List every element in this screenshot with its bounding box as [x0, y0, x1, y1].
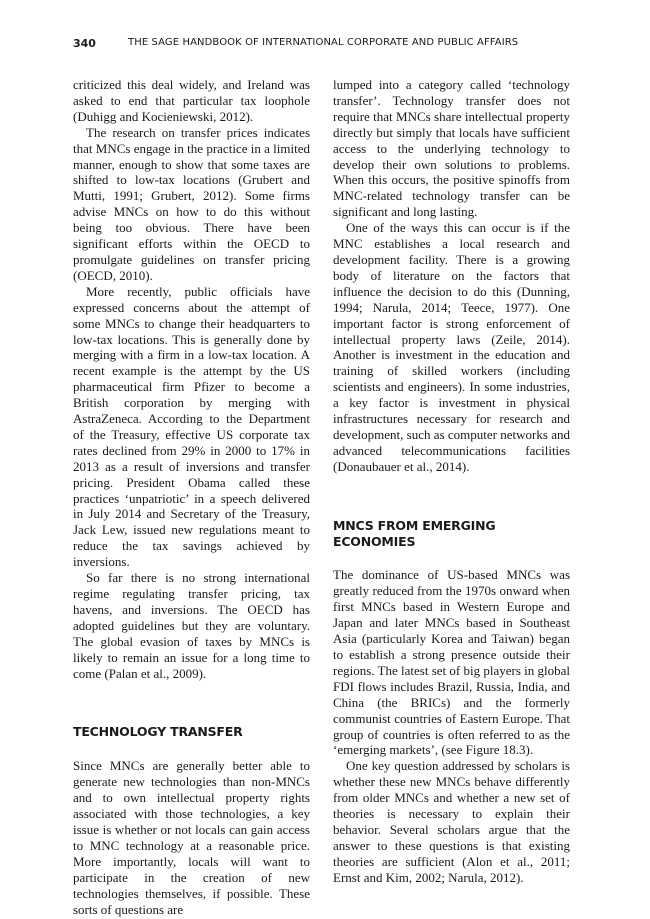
paragraph: One key question addressed by scholars is whether these new MNCs behave differently from older MNCs and whether a new set of theories is necessary to explain their behavior. Several scholars argue that the answer to these questions is that existing theories are sufficient (Alon et al., 2011; Ernst and Kim, 2002; Narula, 2012). [333, 758, 570, 885]
paragraph: The dominance of US-based MNCs was greatly reduced from the 1970s onward when first MNCs based in Western Europe and Japan and later MNCs based in Southeast Asia (particularly Korea and Taiwan) began to establish a strong presence outside their regions. The latest set of big players in global FDI flows includes Brazil, Russia, India, and China (the BRICs) and the formerly communist countries of Eastern Europe. That group of countries is often referred to as the ‘emerging markets’, (see Figure 18.3). [333, 567, 570, 758]
paragraph: The research on transfer prices indicates that MNCs engage in the practice in a limited manner, enough to show that some taxes are shifted to low-tax locations (Grubert and Mutti, 1991; Grubert, 2012). Some firms advise MNCs on how to do this without being too obvious. There have been significant efforts within the OECD to promulgate guidelines on transfer pricing (OECD, 2010). [73, 124, 310, 283]
paragraph: More recently, public officials have expressed concerns about the attempt of some MNCs to change their headquarters to low-tax locations. This is generally done by merging with a firm in a low-tax location. A recent example is the attempt by the US pharmaceutical firm Pfizer to become a British corporation by merging with AstraZeneca. According to the Department of the Treasury, effective US corporate tax rates declined from 29% in 2000 to 17% in 2013 as a result of inversions and transfer pricing. President Obama called these practices ‘unpatriotic’ in a speech delivered in July 2014 and Secretary of the Treasury, Jack Lew, issued new regulations meant to reduce the tax savings achieved by inversions. [73, 283, 310, 570]
paragraph: lumped into a category called ‘technology transfer’. Technology transfer does not require that MNCs share intellectual property directly but simply that locals have sufficient access to the underlying technology to develop their own solutions to problems. When this occurs, the positive spinoffs from MNC-related technology transfer can be significant and long lasting. [333, 77, 570, 220]
page-number: 340 [73, 37, 96, 50]
running-title: THE SAGE HANDBOOK OF INTERNATIONAL CORPORATE AND PUBLIC AFFAIRS [128, 37, 519, 48]
paragraph: One of the ways this can occur is if the MNC establishes a local research and development facility. There is a growing body of literature on the factors that influence the decision to do this (Dunning, 1994; Narula, 2014; Teece, 1977). One important factor is strong enforcement of intellectual property laws (Zeile, 2014). Another is investment in the education and training of skilled workers (including scientists and engineers). In some industries, a key factor is investment in physical infrastructures necessary for research and development, such as computer networks and advanced telecommunications facilities (Donaubauer et al., 2014). [333, 220, 570, 474]
section-heading-technology-transfer: TECHNOLOGY TRANSFER [73, 724, 243, 740]
paragraph: So far there is no strong international regime regulating transfer pricing, tax havens, and inversions. The OECD has adopted guidelines but they are voluntary. The global evasion of taxes by MNCs is likely to remain an issue for a long time to come (Palan et al., 2009). [73, 570, 310, 681]
paragraph: Since MNCs are generally better able to generate new technologies than non-MNCs and to own intellectual property rights associated with those technologies, a key issue is whether or not locals can gain access to MNC technology at a reasonable price. More importantly, locals will want to participate in the creation of new technologies themselves, if possible. These sorts of questions are [73, 758, 310, 917]
right-column [333, 77, 570, 886]
left-column [73, 77, 310, 917]
paragraph: criticized this deal widely, and Ireland was asked to end that particular tax loophole (Duhigg and Kocieniewski, 2012). [73, 77, 310, 124]
running-header [73, 37, 583, 53]
section-heading-emerging-economies: MNCS FROM EMERGING ECONOMIES [333, 517, 496, 549]
